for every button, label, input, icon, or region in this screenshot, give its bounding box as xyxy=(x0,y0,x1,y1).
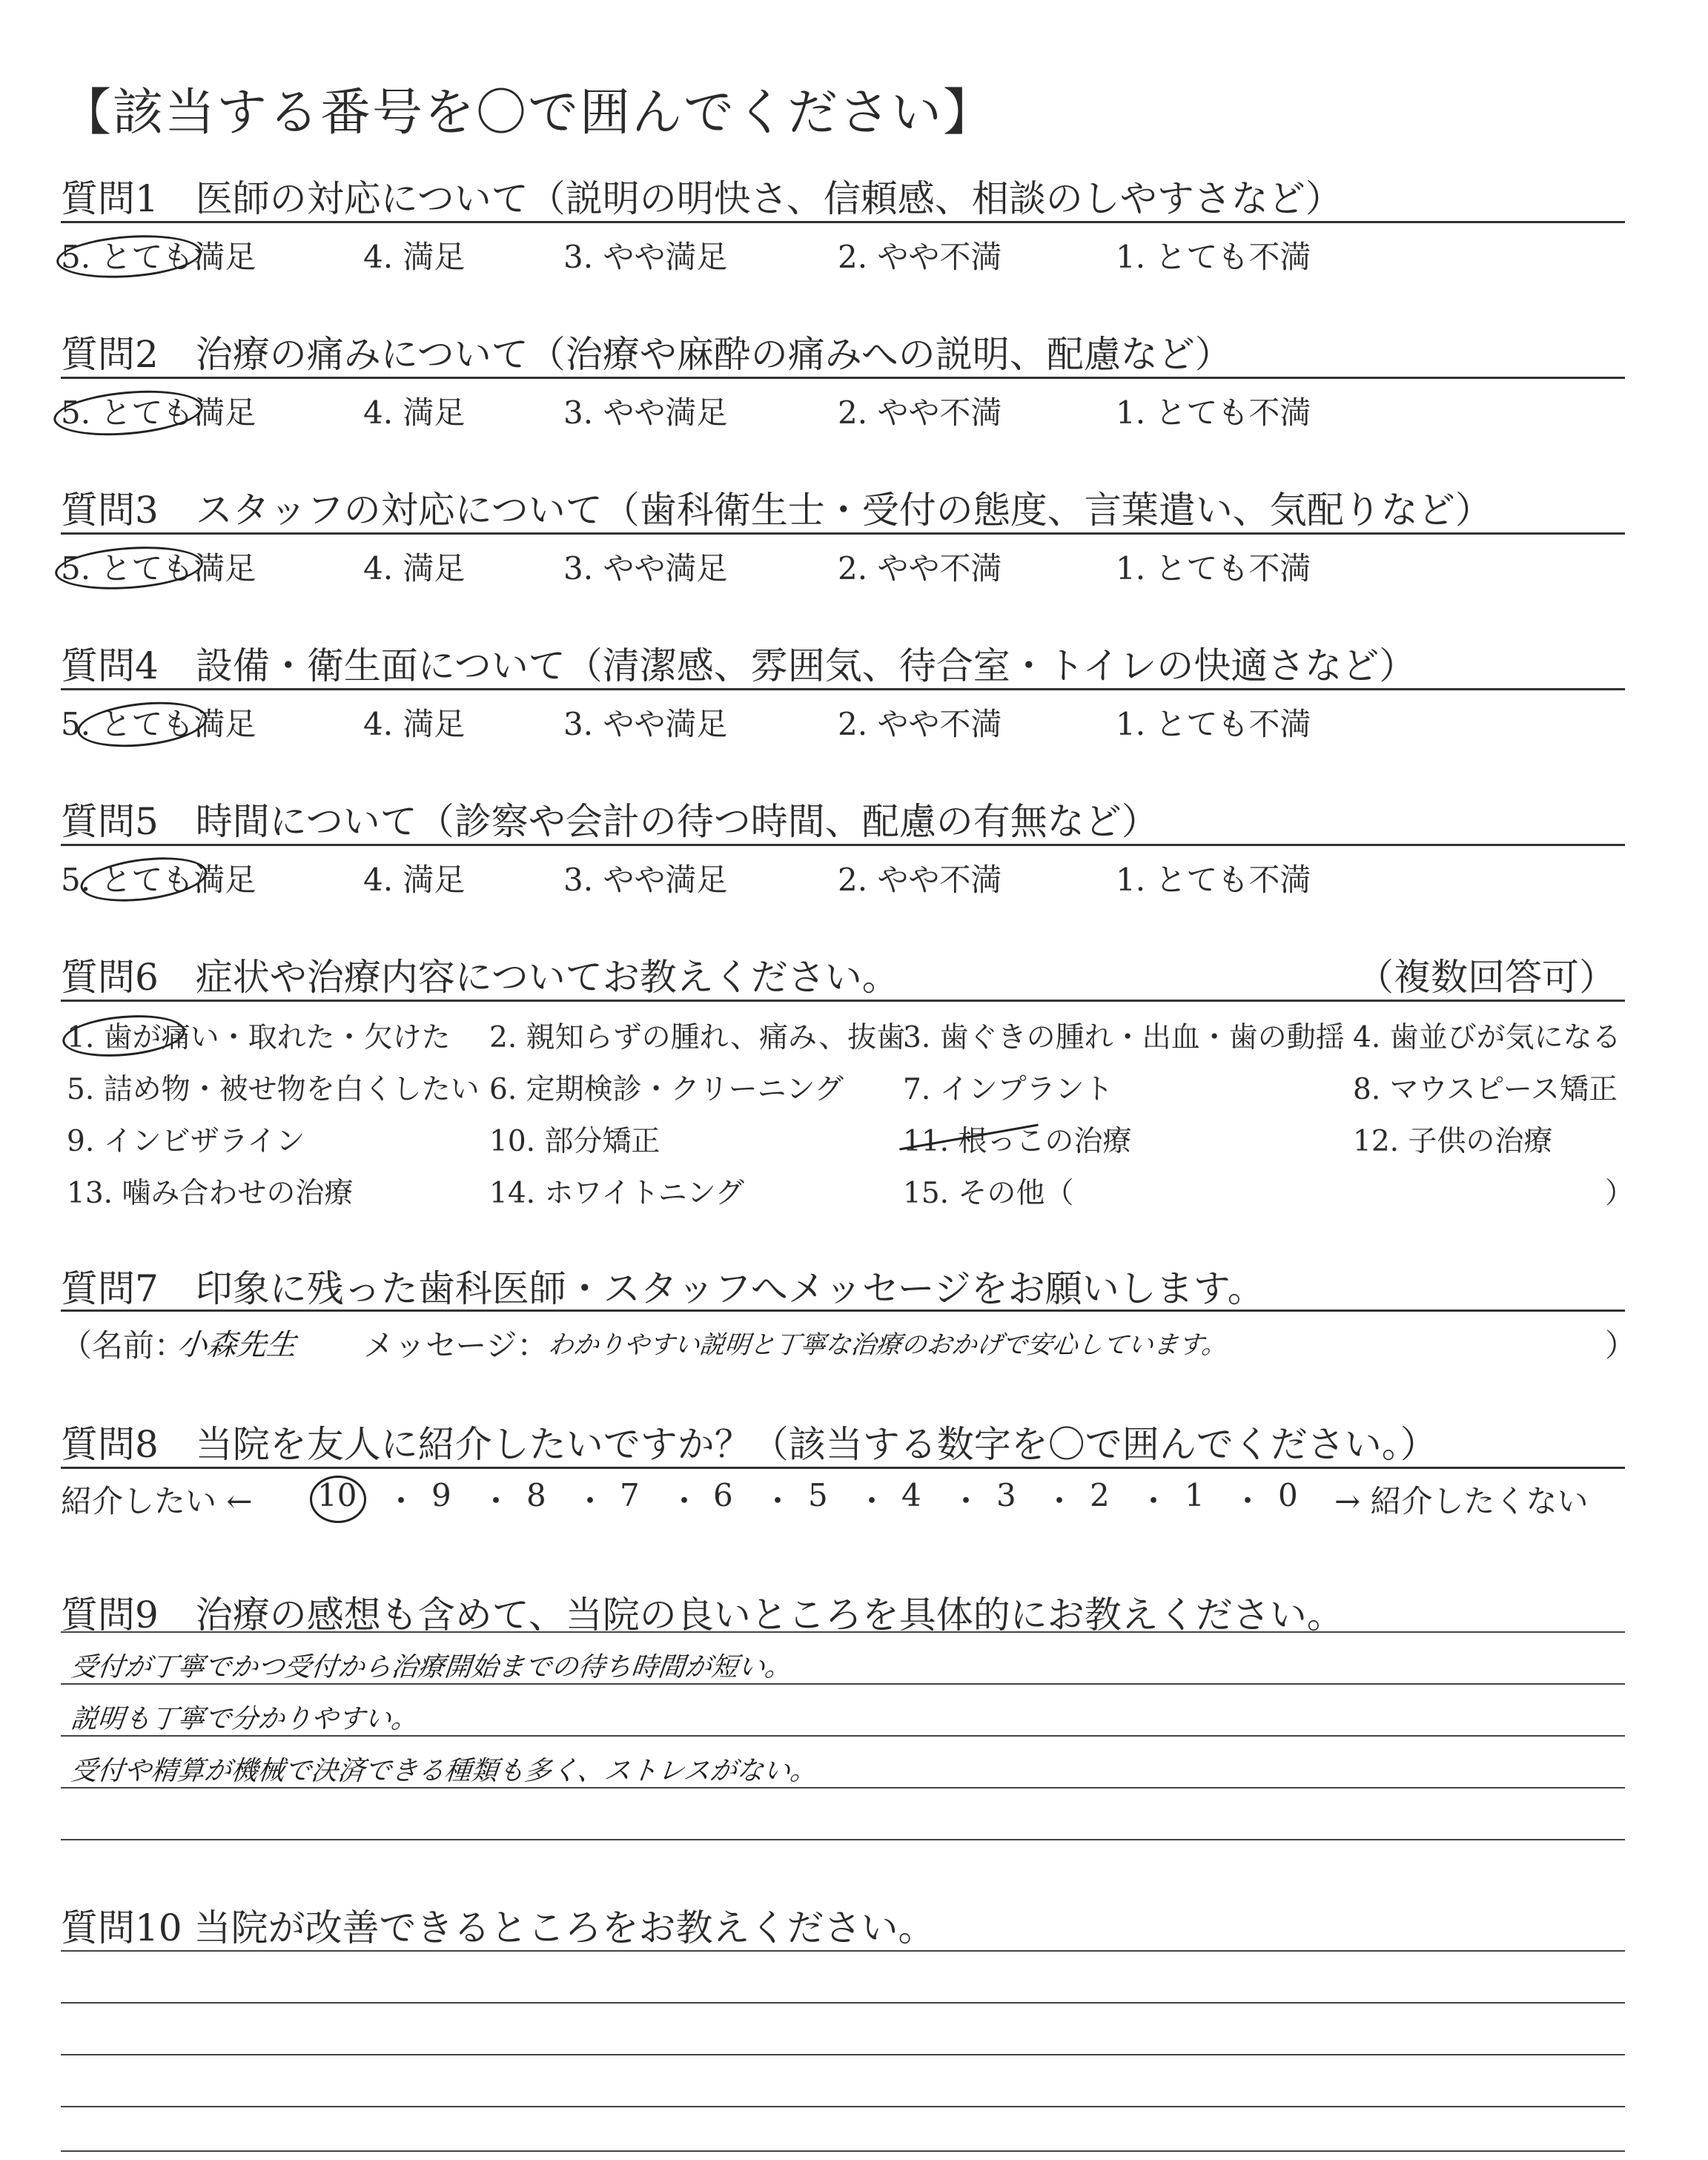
q8-scale-2[interactable]: 2 xyxy=(1090,1477,1110,1513)
q9-answer-line-3[interactable]: 受付や精算が機械で決済できる種類も多く、ストレスがない。 xyxy=(69,1756,819,1786)
q6-item-5[interactable]: 5. 詰め物・被せ物を白くしたい xyxy=(67,1073,480,1106)
question-1-options xyxy=(0,233,1708,274)
q7-message-prefix: メッセージ： xyxy=(363,1327,549,1364)
q7-close-paren: ） xyxy=(1605,1327,1637,1364)
question-5-options xyxy=(0,856,1708,897)
question-2-label: 質問2 治療の痛みについて（治療や麻酔の痛みへの説明、配慮など） xyxy=(61,333,1232,376)
q3-option-3[interactable]: 3. やや満足 xyxy=(563,550,728,587)
q5-option-2[interactable]: 2. やや不満 xyxy=(838,862,1002,898)
q8-sep: ・ xyxy=(856,1483,888,1519)
q9-line-rule-1 xyxy=(61,1683,1625,1685)
q6-item-13[interactable]: 13. 噛み合わせの治療 xyxy=(67,1177,354,1210)
q6-item-10[interactable]: 10. 部分矯正 xyxy=(489,1125,661,1158)
q1-option-1[interactable]: 1. とても不満 xyxy=(1116,239,1311,275)
q6-item-15-close: ） xyxy=(1605,1177,1635,1210)
q9-line-rule-0 xyxy=(61,1631,1625,1633)
question-6-label: 質問6 症状や治療内容についてお教えください。 xyxy=(61,956,899,999)
q8-sep: ・ xyxy=(1138,1483,1170,1519)
question-6-rule xyxy=(61,1000,1625,1002)
q2-option-1[interactable]: 1. とても不満 xyxy=(1116,394,1311,431)
q7-message-value[interactable]: わかりやすい説明と丁寧な治療のおかげで安心しています。 xyxy=(546,1330,1229,1360)
q8-scale-5[interactable]: 5 xyxy=(808,1477,828,1513)
q3-option-2[interactable]: 2. やや不満 xyxy=(838,550,1002,587)
q10-line-rule-5[interactable] xyxy=(61,2150,1625,2152)
question-4-rule xyxy=(61,688,1625,690)
q8-left-label: 紹介したい ← xyxy=(61,1483,253,1519)
q8-sep: ・ xyxy=(1044,1483,1076,1519)
q6-item-14[interactable]: 14. ホワイトニング xyxy=(489,1177,744,1210)
q8-scale-0[interactable]: 0 xyxy=(1278,1477,1298,1513)
q8-sep: ・ xyxy=(575,1483,606,1519)
question-4-options xyxy=(0,700,1708,742)
q4-option-4[interactable]: 4. 満足 xyxy=(363,706,466,742)
q8-sep: ・ xyxy=(1232,1483,1264,1519)
q4-option-3[interactable]: 3. やや満足 xyxy=(563,706,728,742)
q3-option-1[interactable]: 1. とても不満 xyxy=(1116,550,1311,587)
q6-item-4[interactable]: 4. 歯並びが気になる xyxy=(1353,1021,1621,1054)
q8-right-label: → 紹介したくない xyxy=(1334,1483,1589,1519)
q10-line-rule-4[interactable] xyxy=(61,2106,1625,2107)
q9-answer-line-1[interactable]: 受付が丁寧でかつ受付から治療開始までの待ち時間が短い。 xyxy=(69,1652,793,1682)
question-3-rule xyxy=(61,532,1625,535)
q2-option-3[interactable]: 3. やや満足 xyxy=(563,394,728,431)
q6-item-12[interactable]: 12. 子供の治療 xyxy=(1353,1125,1553,1158)
q8-sep: ・ xyxy=(480,1483,512,1519)
question-10-label: 質問10 当院が改善できるところをお教えください。 xyxy=(61,1906,936,1949)
q6-item-8[interactable]: 8. マウスピース矯正 xyxy=(1353,1073,1618,1106)
form-title: 【該当する番号を〇で囲んでください】 xyxy=(61,84,996,142)
q9-answer-line-2[interactable]: 説明も丁寧で分かりやすい。 xyxy=(69,1704,420,1734)
question-3-label: 質問3 スタッフの対応について（歯科衛生士・受付の態度、言葉遣い、気配りなど） xyxy=(61,489,1492,532)
question-8-label: 質問8 当院を友人に紹介したいですか？（該当する数字を〇で囲んでください。） xyxy=(61,1423,1437,1466)
question-2-rule xyxy=(61,377,1625,379)
q3-option-4[interactable]: 4. 満足 xyxy=(363,550,466,587)
q1-option-3[interactable]: 3. やや満足 xyxy=(563,239,728,275)
question-1-label: 質問1 医師の対応について（説明の明快さ、信頼感、相談のしやすさなど） xyxy=(61,177,1343,220)
question-8-rule xyxy=(61,1467,1625,1469)
question-6-note: （複数回答可） xyxy=(1357,956,1616,999)
q6-item-15[interactable]: 15. その他（ xyxy=(903,1177,1074,1210)
q2-option-2[interactable]: 2. やや不満 xyxy=(838,394,1002,431)
question-3-options xyxy=(0,544,1708,586)
q9-line-rule-3 xyxy=(61,1787,1625,1789)
q5-option-5[interactable]: 5. とても満足 xyxy=(61,862,256,898)
q7-name-prefix: （名前： xyxy=(61,1327,186,1364)
q6-item-6[interactable]: 6. 定期検診・クリーニング xyxy=(489,1073,844,1106)
q6-item-2[interactable]: 2. 親知らずの腫れ、痛み、抜歯 xyxy=(489,1021,906,1054)
q6-item-7[interactable]: 7. インプラント xyxy=(903,1073,1113,1106)
q8-scale-6[interactable]: 6 xyxy=(713,1477,733,1513)
q1-option-4[interactable]: 4. 満足 xyxy=(363,239,466,275)
q4-option-5[interactable]: 5. とても満足 xyxy=(61,706,256,742)
q5-option-3[interactable]: 3. やや満足 xyxy=(563,862,728,898)
q8-scale-3[interactable]: 3 xyxy=(996,1477,1016,1513)
q8-sep: ・ xyxy=(762,1483,794,1519)
q4-option-1[interactable]: 1. とても不満 xyxy=(1116,706,1311,742)
question-1-rule xyxy=(61,221,1625,223)
q5-option-4[interactable]: 4. 満足 xyxy=(363,862,466,898)
q4-option-2[interactable]: 2. やや不満 xyxy=(838,706,1002,742)
q8-scale-8[interactable]: 8 xyxy=(526,1477,546,1513)
q8-scale-10[interactable]: 10 xyxy=(317,1477,357,1513)
q10-line-rule-3[interactable] xyxy=(61,2054,1625,2055)
q2-option-4[interactable]: 4. 満足 xyxy=(363,394,466,431)
q8-sep: ・ xyxy=(669,1483,701,1519)
question-2-options xyxy=(0,389,1708,430)
q1-option-5[interactable]: 5. とても満足 xyxy=(61,239,256,275)
q10-line-rule-2[interactable] xyxy=(61,2002,1625,2004)
question-9-label: 質問9 治療の感想も含めて、当院の良いところを具体的にお教えください。 xyxy=(61,1593,1344,1636)
q6-item-11[interactable]: 11. 根っこの治療 xyxy=(903,1125,1132,1158)
q8-scale-1[interactable]: 1 xyxy=(1185,1477,1205,1513)
q8-scale-4[interactable]: 4 xyxy=(901,1477,921,1513)
question-5-label: 質問5 時間について（診察や会計の待つ時間、配慮の有無など） xyxy=(61,800,1159,843)
q8-sep: ・ xyxy=(950,1483,982,1519)
q1-option-2[interactable]: 2. やや不満 xyxy=(838,239,1002,275)
question-7-rule xyxy=(61,1309,1625,1312)
question-4-label: 質問4 設備・衛生面について（清潔感、雰囲気、待合室・トイレの快適さなど） xyxy=(61,644,1417,687)
q7-name-value[interactable]: 小森先生 xyxy=(176,1328,299,1362)
q6-item-3[interactable]: 3. 歯ぐきの腫れ・出血・歯の動揺 xyxy=(903,1021,1345,1054)
q8-selected-circle xyxy=(310,1476,366,1523)
q6-item-1[interactable]: 1. 歯が痛い・取れた・欠けた xyxy=(67,1021,451,1054)
q8-sep: ・ xyxy=(385,1483,417,1519)
q8-scale-9[interactable]: 9 xyxy=(431,1477,451,1513)
q6-item-9[interactable]: 9. インビザライン xyxy=(67,1125,305,1158)
q3-option-5[interactable]: 5. とても満足 xyxy=(61,550,256,587)
q9-line-rule-2 xyxy=(61,1735,1625,1737)
question-5-rule xyxy=(61,844,1625,846)
q5-option-1[interactable]: 1. とても不満 xyxy=(1116,862,1311,898)
q2-option-5[interactable]: 5. とても満足 xyxy=(61,394,256,431)
q10-line-rule-1[interactable] xyxy=(61,1950,1625,1952)
q9-line-rule-4 xyxy=(61,1839,1625,1840)
question-7-label: 質問7 印象に残った歯科医師・スタッフへメッセージをお願いします。 xyxy=(61,1267,1265,1310)
q8-scale-7[interactable]: 7 xyxy=(620,1477,640,1513)
